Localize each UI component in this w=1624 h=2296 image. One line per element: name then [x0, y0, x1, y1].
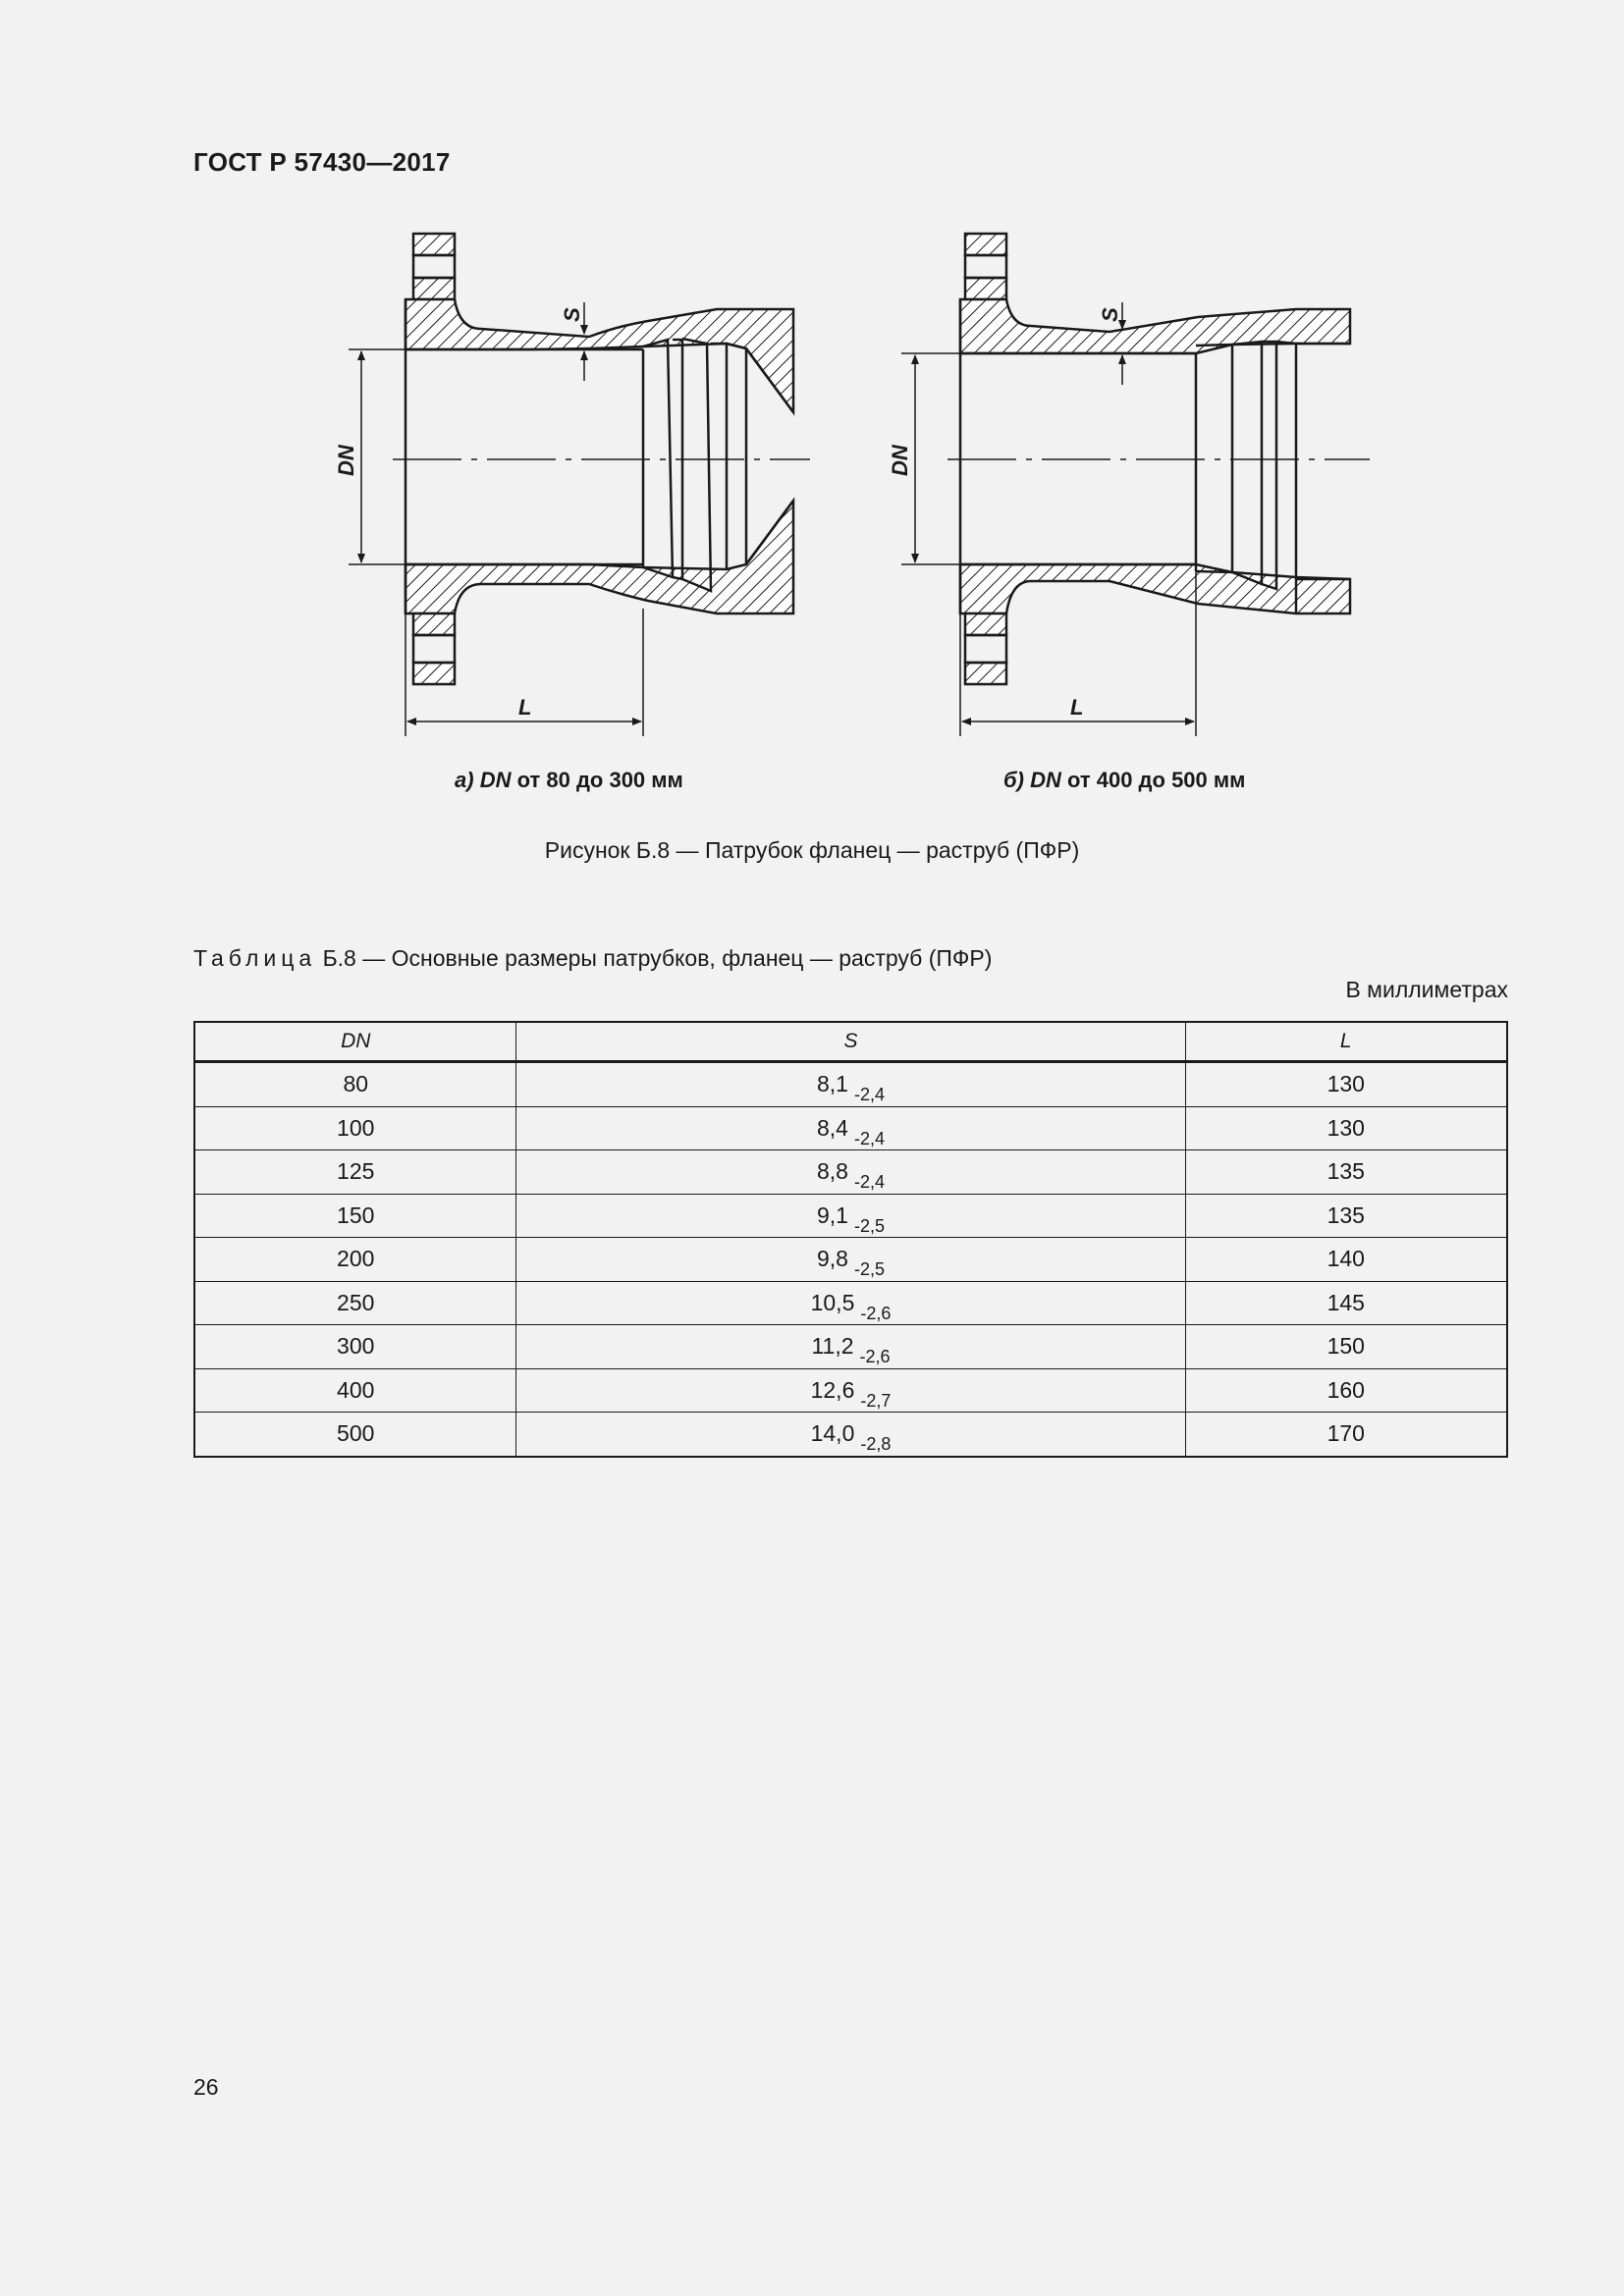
cell-l: 170	[1185, 1413, 1507, 1457]
cell-s: 8,1 $_{-2,4}$	[516, 1062, 1185, 1107]
table-row	[194, 1413, 1507, 1457]
cell-l: 135	[1185, 1150, 1507, 1195]
table-row	[194, 1368, 1507, 1413]
cell-dn: 80	[194, 1062, 516, 1107]
dn-label-b: DN	[888, 445, 912, 476]
cell-l: 150	[1185, 1325, 1507, 1369]
table-row	[194, 1325, 1507, 1369]
table-header-row	[194, 1022, 1507, 1062]
s-label-b: S	[1098, 307, 1122, 322]
subcaption-a: а) DN от 80 до 300 мм	[455, 768, 683, 792]
cell-dn: 500	[194, 1413, 516, 1457]
cell-s: 8,8 $_{-2,4}$	[516, 1150, 1185, 1195]
cell-dn: 125	[194, 1150, 516, 1195]
cell-s: 12,6 $_{-2,7}$	[516, 1368, 1185, 1413]
l-label-b: L	[1070, 695, 1084, 720]
cell-s: 9,8 $_{-2,5}$	[516, 1238, 1185, 1282]
document-header: ГОСТ Р 57430—2017	[193, 147, 451, 177]
cell-dn: 300	[194, 1325, 516, 1369]
table-title: Таблица Б.8 — Основные размеры патрубков, фланец — раструб (ПФР)	[193, 945, 993, 971]
table-row	[194, 1238, 1507, 1282]
header-l: L	[1185, 1022, 1507, 1062]
table-row	[194, 1281, 1507, 1325]
cell-dn: 250	[194, 1281, 516, 1325]
cell-s: 11,2 $_{-2,6}$	[516, 1325, 1185, 1369]
header-dn: DN	[194, 1022, 516, 1062]
cell-s: 14,0 $_{-2,8}$	[516, 1413, 1185, 1457]
dimensions-table	[193, 1021, 1508, 1458]
s-label-a: S	[560, 307, 584, 322]
table-row	[194, 1150, 1507, 1195]
dn-label-a: DN	[334, 445, 358, 476]
subcaption-b: б) DN от 400 до 500 мм	[1003, 768, 1246, 792]
cell-s: 8,4 $_{-2,4}$	[516, 1106, 1185, 1150]
cell-s: 10,5 $_{-2,6}$	[516, 1281, 1185, 1325]
cell-l: 130	[1185, 1106, 1507, 1150]
figure-caption: Рисунок Б.8 — Патрубок фланец — раструб (ПФР)	[544, 837, 1080, 863]
cell-dn: 200	[194, 1238, 516, 1282]
cell-dn: 150	[194, 1194, 516, 1238]
cell-l: 140	[1185, 1238, 1507, 1282]
table-row	[194, 1106, 1507, 1150]
cell-s: 9,1 $_{-2,5}$	[516, 1194, 1185, 1238]
page-number: 26	[193, 2074, 219, 2100]
cell-l: 145	[1185, 1281, 1507, 1325]
cell-l: 135	[1185, 1194, 1507, 1238]
table-units: В миллиметрах	[1345, 977, 1508, 1002]
header-s: S	[516, 1022, 1185, 1062]
cell-l: 160	[1185, 1368, 1507, 1413]
cell-dn: 100	[194, 1106, 516, 1150]
cell-dn: 400	[194, 1368, 516, 1413]
table-row	[194, 1062, 1507, 1107]
technical-drawing	[0, 216, 1624, 825]
cell-l: 130	[1185, 1062, 1507, 1107]
l-label-a: L	[518, 695, 532, 720]
table-row	[194, 1194, 1507, 1238]
